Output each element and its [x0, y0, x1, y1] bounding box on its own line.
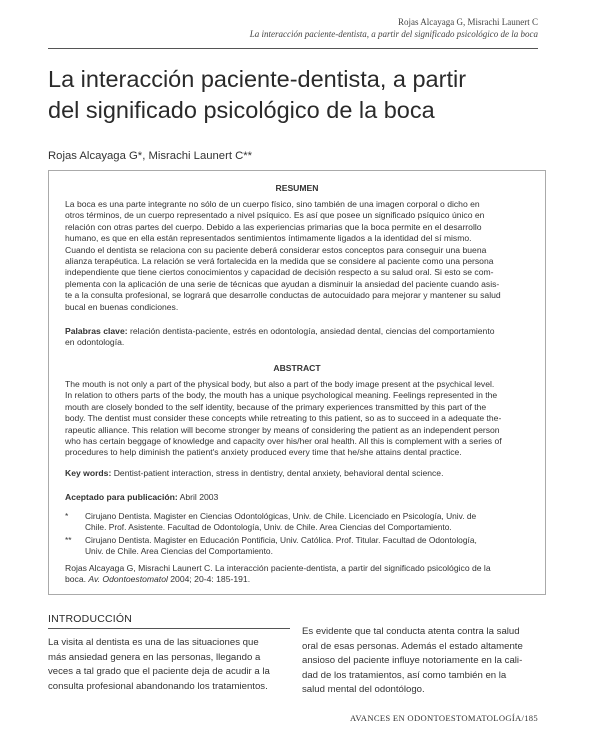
page-footer: AVANCES EN ODONTOESTOMATOLOGÍA/185 — [350, 713, 538, 723]
abstract-text — [65, 379, 531, 459]
accepted-date — [65, 492, 531, 503]
footnote-mark: * — [65, 511, 69, 521]
title-line: del significado psicológico de la boca — [48, 97, 435, 123]
citation-line: Rojas Alcayaga G, Misrachi Launert C. La interacción paciente-dentista, a partir del significado psicológico de la — [65, 563, 491, 573]
footnote-line: Chile. Prof. Asistente. Facultad de Odontología, Univ. de Chile. Area Ciencias del Comportamiento. — [85, 522, 452, 533]
text-line: plementa con la aplicación de una serie de técnicas que ayudan a disminuir la ansiedad del paciente cuando asis- — [65, 278, 500, 289]
resumen-keywords — [65, 326, 531, 349]
title-line: La interacción paciente-dentista, a partir — [48, 66, 467, 92]
text-line: La boca es una parte integrante no sólo de un cuerpo físico, sino también de una imagen corporal o dicho en — [65, 199, 480, 209]
journal-name: Av. Odontoestomatol — [88, 574, 168, 585]
text-line: rapeutic alliance. This relation will become stronger by means of considering the patient as an independent person — [65, 424, 500, 435]
text-line: The mouth is not only a part of the physical body, but also a part of the body image present at the psychical level. — [65, 379, 495, 389]
text-line: consulta profesional abandonando los tratamientos. — [48, 680, 268, 692]
text-line: relación con otras partes del cuerpo. Debido a las experiencias primarias que la boca permite en el desarrollo — [65, 221, 482, 232]
abstract-heading: ABSTRACT — [273, 363, 321, 373]
footnote-line: Univ. de Chile. Area Ciencias del Comportamiento. — [85, 546, 273, 557]
intro-left-column — [48, 636, 270, 694]
resumen-heading: RESUMEN — [275, 183, 319, 193]
text-line: veces a tal grado que el paciente deja de acudir a la — [48, 666, 270, 678]
keywords-text: Dentist-patient interaction, stress in dentistry, dental anxiety, behavioral dental science. — [113, 468, 444, 478]
keywords-label: Palabras clave: — [65, 326, 128, 336]
text-line: body. The dentist must consider these concepts while retreating to this patient, so as to succeed in a adequate the- — [65, 413, 502, 424]
keywords-line: en odontología. — [65, 337, 125, 348]
text-line: procedures to help diminish the patient's anxiety produced every time that he/she attains dental practice. — [65, 447, 462, 458]
text-line: who has certain beggage of knowledge and capacity over his/her oral health. All this is complement with a series of — [65, 436, 502, 447]
text-line: alianza terapéutica. La relación se verá fortalecida en la medida que se considere al paciente como una persona — [65, 256, 494, 267]
running-header-title: La interacción paciente-dentista, a partir del significado psicológico de la boca — [249, 29, 538, 39]
text-line: Cuando el dentista se relaciona con su paciente deberá considerar estos conceptos para conseguir una buena — [65, 244, 487, 255]
section-rule — [48, 628, 290, 629]
citation-line: boca. Av. Odontoestomatol 2004; 20-4: 185-191. — [65, 574, 251, 585]
article-authors: Rojas Alcayaga G*, Misrachi Launert C** — [48, 150, 253, 162]
text-line: más ansiedad genera en las personas, llegando a — [48, 651, 261, 663]
text-line: te a la consulta profesional, se logrará que desarrolle conductas de autocuidado para mejorar y mantener su salud — [65, 290, 501, 301]
resumen-text — [65, 199, 531, 313]
abstract-keywords — [65, 468, 531, 479]
text-line: independiente que tiene ciertos conocimientos y capacidad de decisión respecto a su salud oral. Si esto se com- — [65, 267, 494, 278]
header-rule — [48, 48, 538, 49]
text-line: mouth are closely bonded to the self identity, because of the primary experiences transmitted by this part of the — [65, 401, 487, 412]
abstract-box — [48, 170, 546, 595]
text-line: La visita al dentista es una de las situaciones que — [48, 637, 259, 648]
text-line: salud mental del odontólogo. — [302, 684, 425, 696]
article-title — [48, 64, 548, 126]
text-line: humano, es que en ella están representados sentimientos íntimamente ligados a la identidad del sí mismo. — [65, 233, 472, 244]
footnote-line: Cirujano Dentista. Magister en Educación Pontificia, Univ. Católica. Prof. Titular. Facultad de Odontología, — [85, 535, 477, 545]
keywords-label: Key words: — [65, 468, 112, 478]
keywords-text: relación dentista-paciente, estrés en odontología, ansiedad dental, ciencias del comportamiento — [129, 326, 495, 336]
accepted-value: Abril 2003 — [179, 492, 219, 502]
keywords-line — [65, 326, 531, 337]
text-line: ansioso del paciente influye notoriamente en la cali- — [302, 655, 523, 667]
running-header-authors: Rojas Alcayaga G, Misrachi Launert C — [398, 17, 538, 27]
footnote-line: Cirujano Dentista. Magister en Ciencias Odontológicas, Univ. de Chile. Licenciado en Psicología, Univ. de — [85, 511, 477, 521]
text-line: In relation to others parts of the body, the mouth has a unique psychological meaning. Feelings represented in the — [65, 390, 498, 401]
text-line: bucal en buenas condiciones. — [65, 301, 179, 312]
intro-right-column — [302, 625, 523, 698]
accepted-label: Aceptado para publicación: — [65, 492, 178, 502]
text-line: Es evidente que tal conducta atenta contra la salud — [302, 626, 520, 637]
citation — [65, 563, 531, 586]
text-line: dad de los tratamientos, así como también en la — [302, 669, 507, 681]
text-line: oral de esas personas. Además el estado altamente — [302, 640, 523, 652]
text-line: otros términos, de un cuerpo representado a nivel psíquico. Es así que posee un significado psíquico único en — [65, 210, 485, 221]
section-heading-introduccion: INTRODUCCIÓN — [48, 613, 133, 625]
footnote-mark: ** — [65, 535, 72, 545]
